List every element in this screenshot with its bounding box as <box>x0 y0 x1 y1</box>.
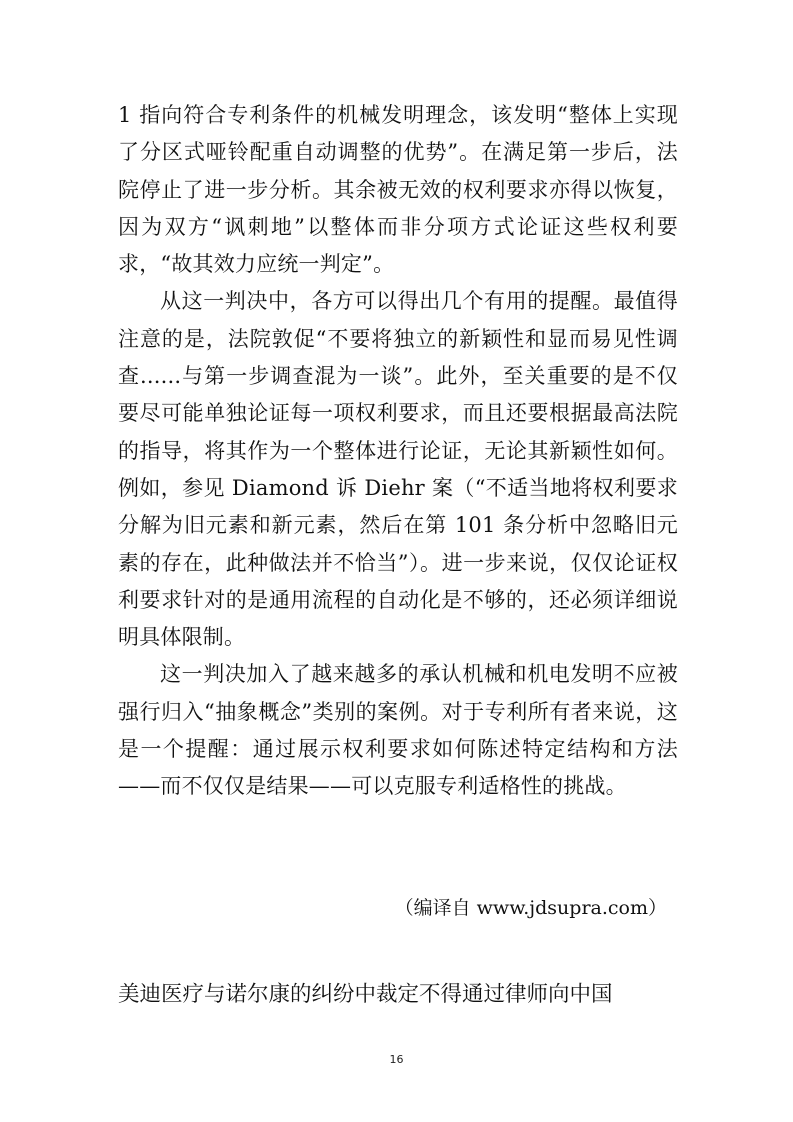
paragraph-continuation: 1 指向符合专利条件的机械发明理念，该发明“整体上实现了分区式哑铃配重自动调整的优势”。在满足第一步后，法院停止了进一步分析。其余被无效的权利要求亦得以恢复，因为双方“讽刺地”以整体而非分项方式论证这些权利要求，“故其效力应统一判定”。 <box>118 103 678 277</box>
next-article-title: 美迪医疗与诺尔康的纠纷中裁定不得通过律师向中国 <box>118 982 613 1007</box>
paragraph-conclusion: 这一判决加入了越来越多的承认机械和机电发明不应被强行归入“抽象概念”类别的案例。对于专利所有者来说，这是一个提醒：通过展示权利要求如何陈述特定结构和方法——而不仅仅是结果——可以克服专利适格性的挑战。 <box>118 662 678 799</box>
page-number: 16 <box>389 1053 404 1066</box>
paragraph-reminders: 从这一判决中，各方可以得出几个有用的提醒。最值得注意的是，法院敦促“不要将独立的新颖性和显而易见性调查......与第一步调查混为一谈”。此外，至关重要的是不仅要尽可能单独论证每一项权利要求，而且还要根据最高法院的指导，将其作为一个整体进行论证，无论其新颖性如何。例如，参见 Diamond 诉 Diehr 案（“不适当地将权利要求分解为旧元素和新元素，然后在第 101 条分析中忽略旧元素的存在，此种做法并不恰当”）。进一步来说，仅仅论证权利要求针对的是通用流程的自动化是不够的，还必须详细说明具体限制。 <box>118 289 678 650</box>
article-body <box>118 97 678 806</box>
source-attribution: （编译自 www.jdsupra.com） <box>394 897 667 919</box>
